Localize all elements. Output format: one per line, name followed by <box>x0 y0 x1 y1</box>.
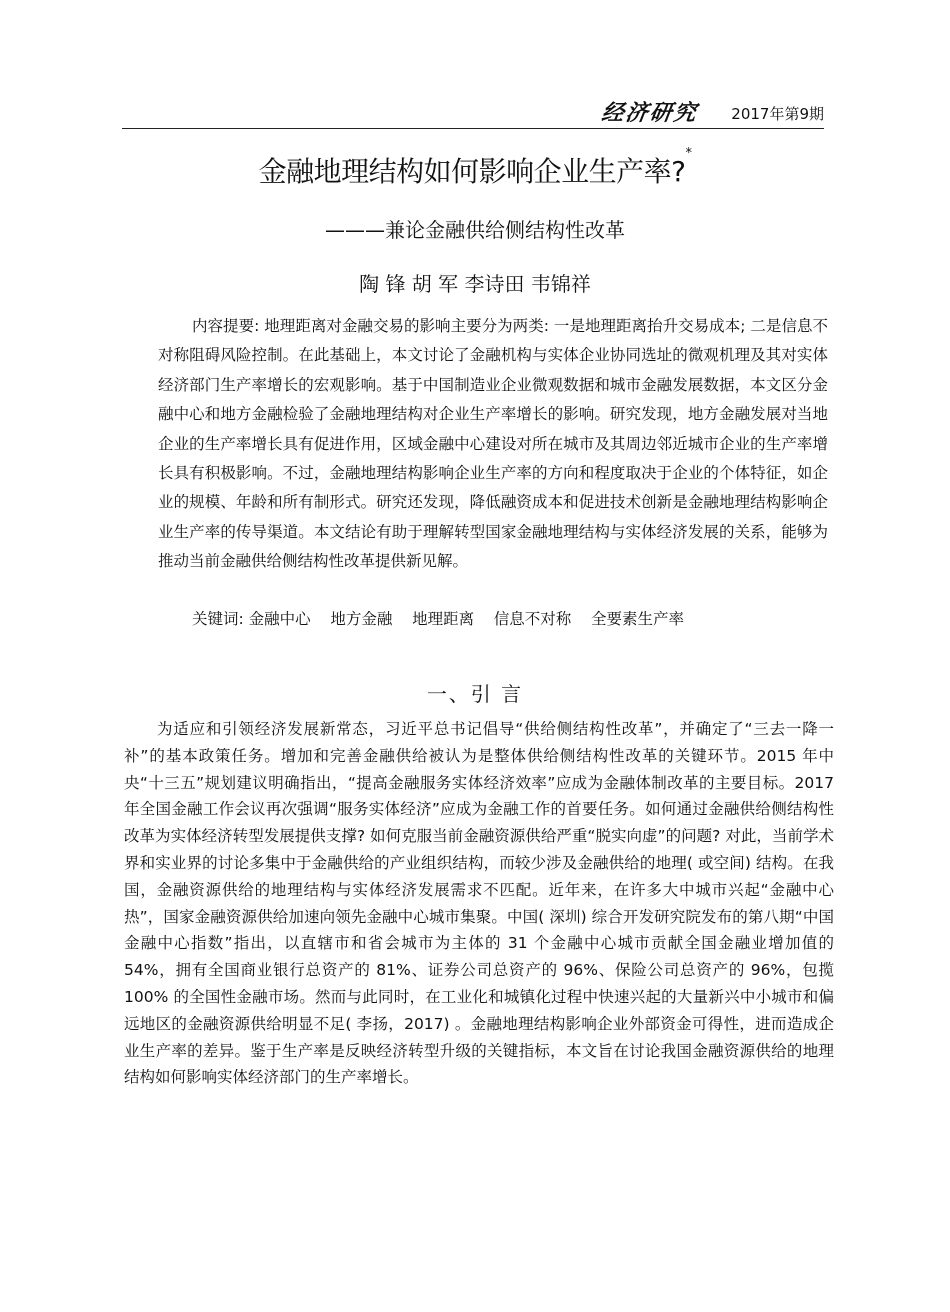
title-footnote-mark[interactable]: * <box>685 146 692 161</box>
article-subtitle: ———兼论金融供给侧结构性改革 <box>325 218 625 242</box>
keywords: 关键词: 金融中心 地方金融 地理距离 信息不对称 全要素生产率 <box>192 610 684 628</box>
journal-logo: 经济研究 <box>599 100 700 126</box>
abstract <box>158 312 828 577</box>
page-header <box>122 96 824 129</box>
article-title <box>0 146 950 190</box>
section-heading-introduction: 一、引 言 <box>426 682 524 706</box>
article-authors: 陶 锋 胡 军 李诗田 韦锦祥 <box>359 272 591 296</box>
abstract-indent <box>158 317 192 335</box>
issue-label: 2017年第9期 <box>731 105 824 123</box>
abstract-text: 内容提要: 地理距离对金融交易的影响主要分为两类: 一是地理距离抬升交易成本; 二是信息不对称阻碍风险控制。在此基础上，本文讨论了金融机构与实体企业协同选址的微观机理及其对实体经济部门生产率增长的宏观影响。基于中国制造业企业微观数据和城市金融发展数据，本文区分金融中心和地方金融检验了金融地理结构对企业生产率增长的影响。研究发现，地方金融发展对当地企业的生产率增长具有促进作用，区域金融中心建设对所在城市及其周边邻近城市企业的生产率增长具有积极影响。不过，金融地理结构影响企业生产率的方向和程度取决于企业的个体特征，如企业的规模、年龄和所有制形式。研究还发现，降低融资成本和促进技术创新是金融地理结构影响企业生产率的传导渠道。本文结论有助于理解转型国家金融地理结构与实体经济发展的关系，能够为推动当前金融供给侧结构性改革提供新见解。 <box>158 317 828 571</box>
article-title-text: 金融地理结构如何影响企业生产率? <box>258 155 686 188</box>
introduction-paragraph: 为适应和引领经济发展新常态，习近平总书记倡导“供给侧结构性改革”，并确定了“三去一降一补”的基本政策任务。增加和完善金融供给被认为是整体供给侧结构性改革的关键环节。2015 年中央“十三五”规划建议明确指出，“提高金融服务实体经济效率”应成为金融体制改革的主要目标。2017 年全国金融工作会议再次强调“服务实体经济”应成为金融工作的首要任务。如何通过金融供给侧结构性改革为实体经济转型发展提供支撑? 如何克服当前金融资源供给严重“脱实向虚”的问题? 对此，当前学术界和实业界的讨论多集中于金融供给的产业组织结构，而较少涉及金融供给的地理( 或空间) 结构。在我国，金融资源供给的地理结构与实体经济发展需求不匹配。近年来，在许多大中城市兴起“金融中心热”，国家金融资源供给加速向领先金融中心城市集聚。中国( 深圳) 综合开发研究院发布的第八期“中国金融中心指数”指出，以直辖市和省会城市为主体的 31 个金融中心城市贡献全国金融业增加值的 54%，拥有全国商业银行总资产的 81%、证券公司总资产的 96%、保险公司总资产的 96%，包揽 100% 的全国性金融市场。然而与此同时，在工业化和城镇化过程中快速兴起的大量新兴中小城市和偏远地区的金融资源供给明显不足( 李扬，2017) 。金融地理结构影响企业外部资金可得性，进而造成企业生产率的差异。鉴于生产率是反映经济转型升级的关键指标，本文旨在讨论我国金融资源供给的地理结构如何影响实体经济部门的生产率增长。 <box>124 720 834 1087</box>
